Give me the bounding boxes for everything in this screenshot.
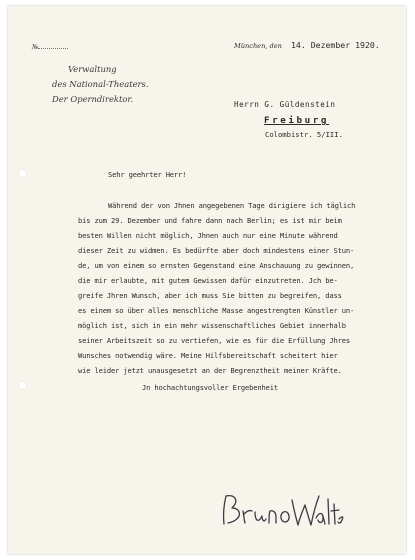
number-blank xyxy=(38,42,68,49)
body-line-11: Wunsches notwendig wäre. Meine Hilfsbereitschaft scheitert hier xyxy=(78,351,338,360)
body-line-7: greife Jhren Wunsch, aber ich muss Sie bitten zu begreifen, dass xyxy=(78,291,342,300)
body-line-2: bis zum 29. Dezember und fahre dann nach Berlin; es ist mir beim xyxy=(78,216,342,225)
body-line-6: die mir erlaubte, mit gutem Gewissen dafür einzutreten. Jch be- xyxy=(78,276,338,285)
date-typed: 14. Dezember 1920. xyxy=(291,40,380,50)
number-mark: № xyxy=(32,43,39,51)
punch-hole-bottom xyxy=(18,381,27,390)
body-line-10: seiner Arbeitszeit so zu vertiefen, wie es für die Erfüllung Jhres xyxy=(78,336,350,345)
body-line-8: es einem so über alles menschliche Masse angestrengten Künstler un- xyxy=(78,306,355,315)
number-field xyxy=(32,42,68,51)
closing: Jn hochachtungsvoller Ergebenheit xyxy=(142,383,278,392)
recipient-name: Herrn G. Güldenstein xyxy=(234,100,336,109)
body-line-4: dieser Zeit zu widmen. Es bedürfte aber doch mindestens einer Stun- xyxy=(78,246,355,255)
body-line-5: de, um von einem so ernsten Gegenstand eine Anschauung zu gewinnen, xyxy=(78,261,355,270)
body-line-3: besten Willen nicht möglich, Jhnen auch nur eine Minute während xyxy=(78,231,338,240)
issuer-line-2: des National-Theaters. xyxy=(52,79,149,89)
salutation: Sehr geehrter Herr! xyxy=(108,170,187,179)
place-date-prefix: München, den xyxy=(234,42,282,50)
punch-hole-top xyxy=(18,169,27,178)
letter-page xyxy=(8,6,406,554)
body-line-1: Während der von Jhnen angegebenen Tage dirigiere ich täglich xyxy=(108,201,356,210)
issuer-line-3: Der Operndirektor. xyxy=(52,94,134,104)
recipient-city: Freiburg xyxy=(264,115,330,126)
signature xyxy=(218,490,346,534)
recipient-street: Colombistr. 5/III. xyxy=(265,130,343,139)
body-line-12: wie leider jetzt unausgesetzt an der Begrenztheit meiner Kräfte. xyxy=(78,366,342,375)
issuer-line-1: Verwaltung xyxy=(68,64,117,74)
body-line-9: möglich ist, sich in ein mehr wissenschaftliches Gebiet innerhalb xyxy=(78,321,346,330)
